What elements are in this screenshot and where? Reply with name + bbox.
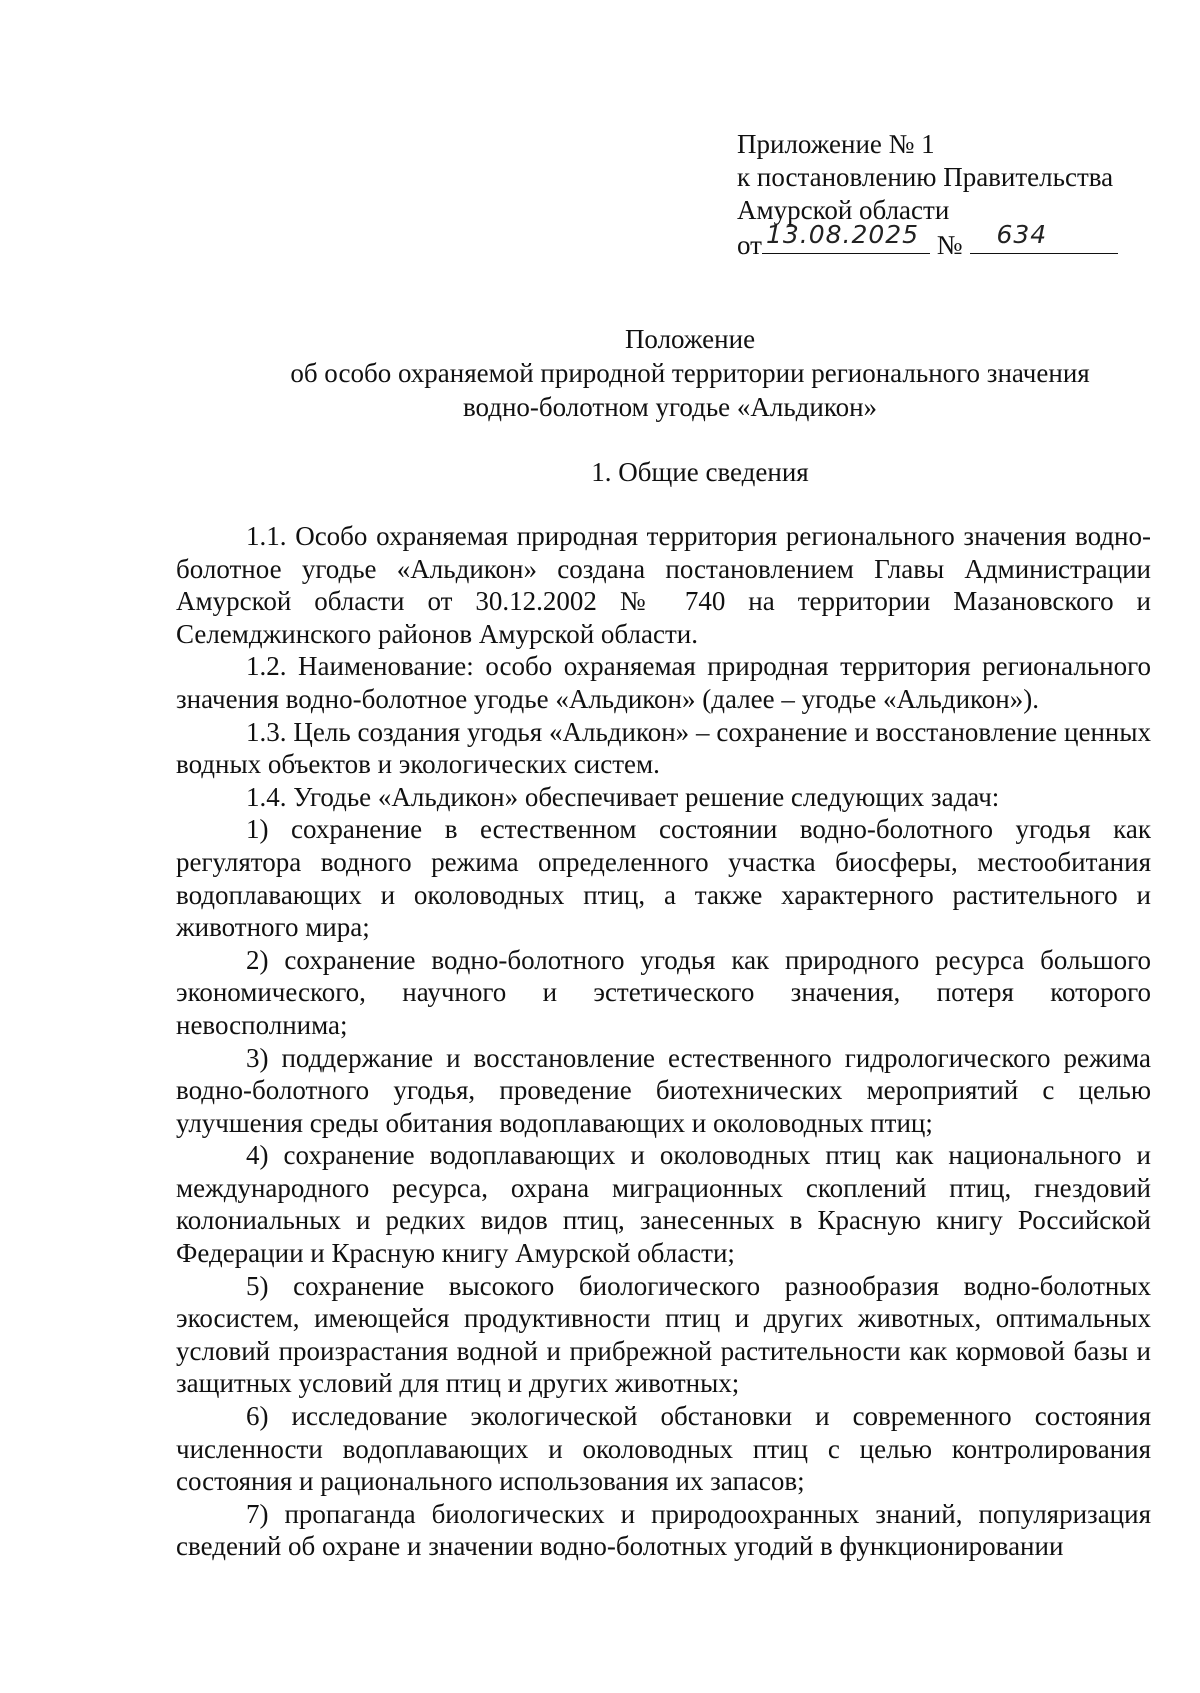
appendix-line-1: Приложение № 1 [737,129,935,159]
paragraph-1-4: 1.4. Угодье «Альдикон» обеспечивает решение следующих задач: [246,781,1000,812]
title-line-2: об особо охраняемой природной территории регионального значения [290,358,1090,388]
paragraph-1-3: 1.3. Цель создания угодья «Альдикон» – сохранение и восстановление ценных водных объектов и экологических систем. [176,716,1151,780]
handwritten-number: 634 [996,220,1048,249]
appendix-header [737,128,1118,262]
task-item-3: 3) поддержание и восстановление естественного гидрологического режима водно-болотного угодья, проведение биотехнических мероприятий с целью улучшения среды обитания водоплавающих и околоводных птиц; [176,1042,1151,1138]
appendix-line-3: Амурской области [737,195,950,225]
document-title [170,322,1140,424]
task-item-7: 7) пропаганда биологических и природоохранных знаний, популяризация сведений об охране и значении водно-болотных угодий в функционировании [176,1498,1151,1562]
title-line-1: Положение [624,324,756,354]
task-item-5: 5) сохранение высокого биологического разнообразия водно-болотных экосистем, имеющейся продуктивности птиц и других животных, оптимальных условий произрастания водной и прибрежной растительности как кормовой базы и защитных условий для птиц и других животных; [176,1270,1151,1399]
paragraph-1-2: 1.2. Наименование: особо охраняемая природная территория регионального значения водно-болотное угодье «Альдикон» (далее – угодье «Альдикон»). [176,651,1151,714]
number-field [970,220,1118,254]
date-field [762,220,930,254]
appendix-line-2: к постановлению Правительства [737,162,1114,192]
document-body [176,520,1151,1563]
section-heading: 1. Общие сведения [591,457,809,487]
date-prefix: от [737,230,762,260]
task-item-1: 1) сохранение в естественном состоянии водно-болотного угодья как регулятора водного режима определенного участка биосферы, местообитания водоплавающих и околоводных птиц, а также характерного растительного и животного мира; [176,814,1151,943]
title-line-3: водно-болотном угодье «Альдикон» [462,392,878,422]
number-prefix: № [936,230,963,260]
paragraph-1-1: 1.1. Особо охраняемая природная территория регионального значения водно-болотное угодье «Альдикон» создана постановлением Главы Администрации Амурской области от 30.12.2002 № 740 на территории Мазановского и Селемджинского районов Амурской области. [176,521,1151,649]
task-item-6: 6) исследование экологической обстановки и современного состояния численности водоплавающих и околоводных птиц с целью контролирования состояния и рационального использования их запасов; [176,1401,1151,1497]
task-item-2: 2) сохранение водно-болотного угодья как природного ресурса большого экономического, научного и эстетического значения, потеря которого невосполнима; [176,944,1151,1040]
task-item-4: 4) сохранение водоплавающих и околоводных птиц как национального и международного ресурса, охрана миграционных скоплений птиц, гнездовий колониальных и редких видов птиц, занесенных в Красную книгу Российской Федерации и Красную книгу Амурской области; [176,1140,1151,1269]
handwritten-date: 13.08.2025 [765,220,920,249]
appendix-date-line [737,220,1118,262]
